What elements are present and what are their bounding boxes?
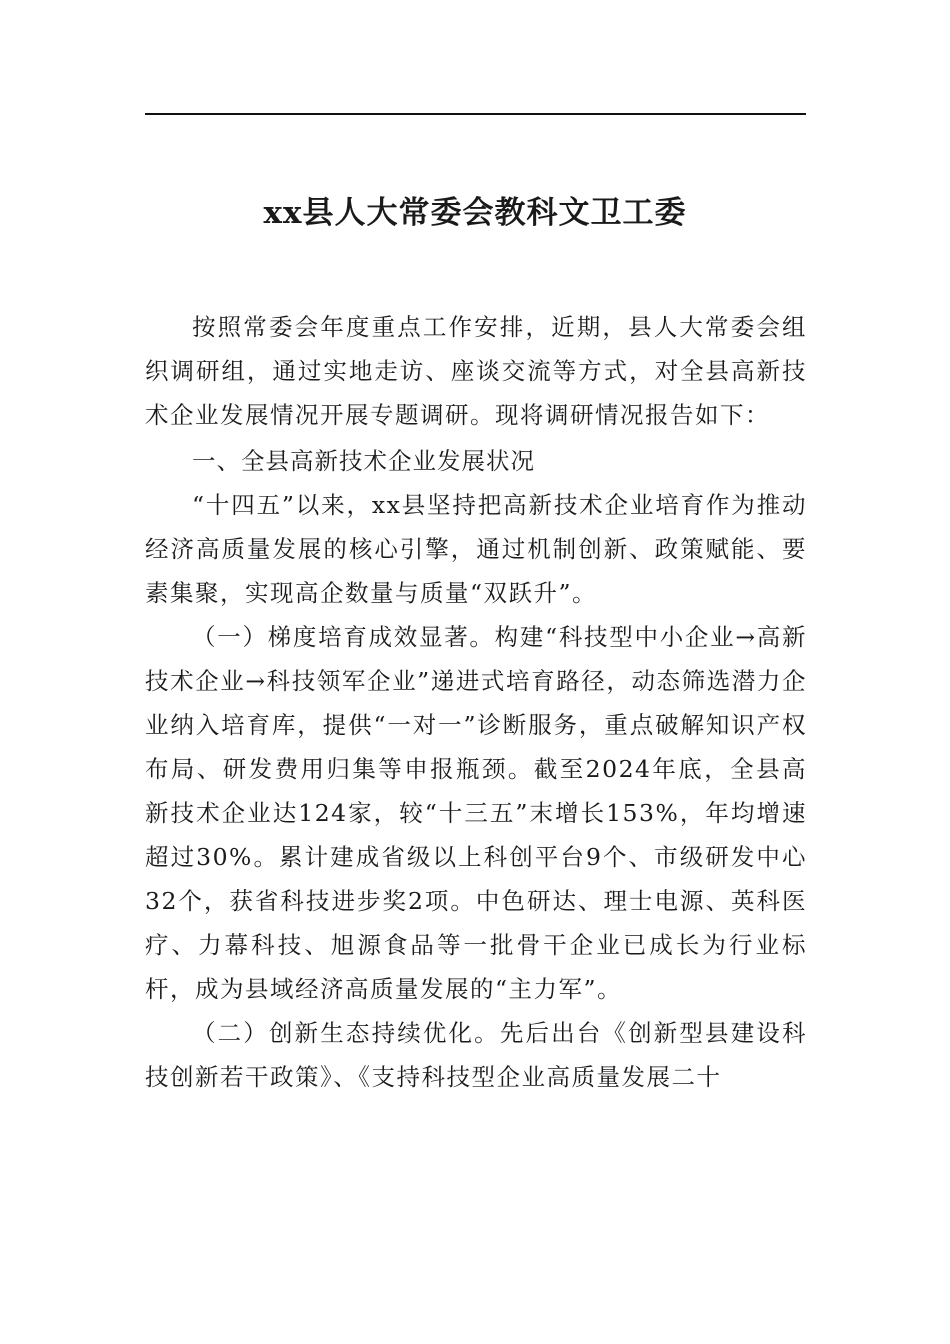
- section-1-lead-paragraph: “十四五”以来，xx县坚持把高新技术企业培育作为推动经济高质量发展的核心引擎，通过机制创新、政策赋能、要素集聚，实现高企数量与质量“双跃升”。: [145, 491, 807, 607]
- document-title: xx县人大常委会教科文卫工委: [263, 195, 687, 231]
- subsection-2-paragraph: （二）创新生态持续优化。先后出台《创新型县建设科技创新若干政策》、《支持科技型企业高质量发展二十: [145, 1019, 807, 1091]
- intro-paragraph: 按照常委会年度重点工作安排，近期，县人大常委会组织调研组，通过实地走访、座谈交流等方式，对全县高新技术企业发展情况开展专题调研。现将调研情况报告如下：: [145, 313, 807, 429]
- section-heading-1: 一、全县高新技术企业发展状况: [192, 447, 535, 475]
- header-divider-line: [145, 113, 806, 115]
- subsection-1-paragraph: （一）梯度培育成效显著。构建“科技型中小企业→高新技术企业→科技领军企业”递进式培育路径，动态筛选潜力企业纳入培育库，提供“一对一”诊断服务，重点破解知识产权布局、研发费用归集等申报瓶颈。截至2024年底，全县高新技术企业达124家，较“十三五”末增长153%，年均增速超过30%。累计建成省级以上科创平台9个、市级研发中心32个，获省科技进步奖2项。中色研达、理士电源、英科医疗、力幕科技、旭源食品等一批骨干企业已成长为行业标杆，成为县域经济高质量发展的“主力军”。: [145, 623, 807, 1003]
- document-body: [145, 305, 807, 1099]
